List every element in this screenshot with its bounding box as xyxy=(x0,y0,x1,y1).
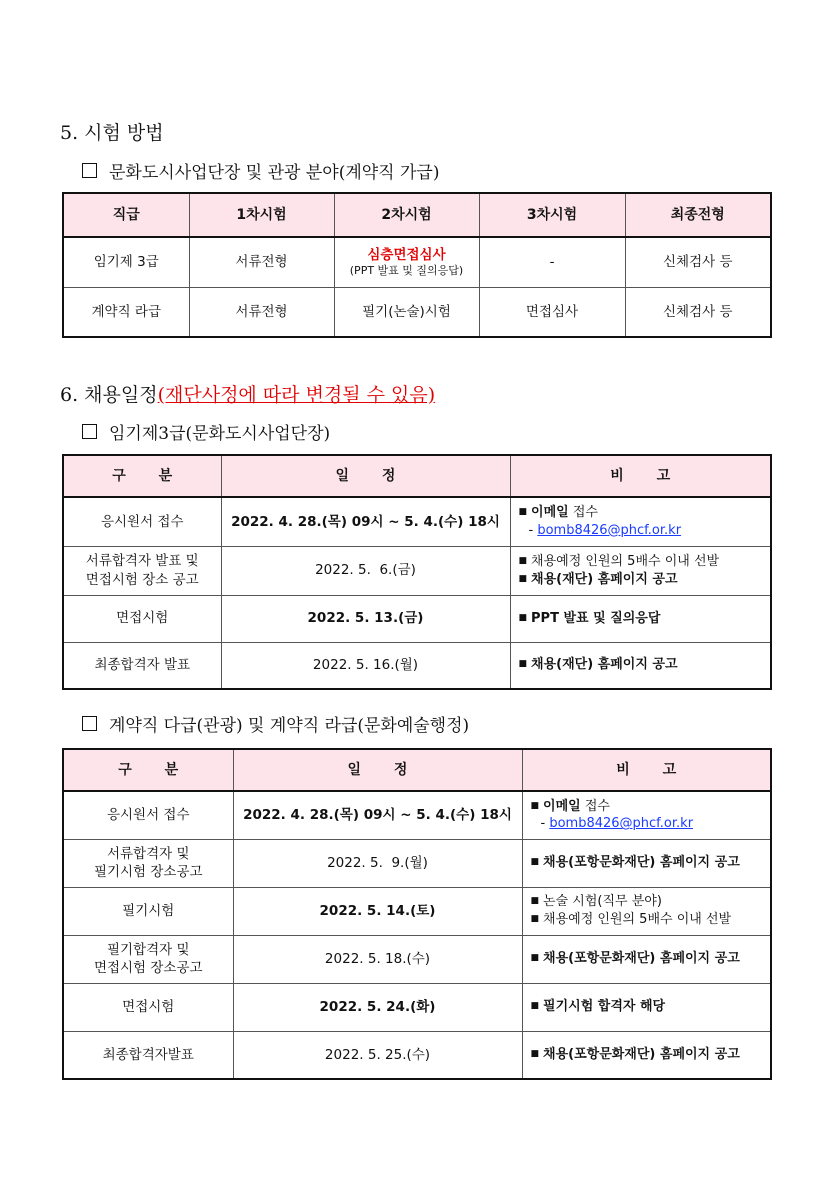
cell-date: 2022. 4. 28.(목) 09시 ~ 5. 4.(수) 18시 xyxy=(221,497,510,546)
table1-subtitle-text: 임기제3급(문화도시사업단장) xyxy=(109,424,331,444)
table-header-row xyxy=(63,455,771,497)
note-email-rest: 접수 xyxy=(580,798,610,814)
note-line: 채용(포항문화재단) 홈페이지 공고 xyxy=(543,951,740,967)
table-row xyxy=(63,839,771,887)
table-row xyxy=(63,935,771,983)
header-cell: 일 정 xyxy=(233,749,522,791)
email-link[interactable]: bomb8426@phcf.or.kr xyxy=(549,816,694,832)
cell-date: 2022. 5. 13.(금) xyxy=(221,595,510,642)
header-cell: 구 분 xyxy=(63,455,221,497)
cell-date: 2022. 5. 24.(화) xyxy=(233,983,522,1031)
cell-note: ■ 채용(포항문화재단) 홈페이지 공고 xyxy=(522,935,771,983)
section-5-title: 5. 시험 방법 xyxy=(60,122,164,144)
table-row xyxy=(63,983,771,1031)
schedule-table-2 xyxy=(62,748,772,1080)
item-line: 서류합격자 발표 및 xyxy=(85,553,199,570)
cell-date: 2022. 5. 16.(월) xyxy=(221,642,510,689)
cell-item: 응시원서 접수 xyxy=(63,791,233,839)
cell-third: - xyxy=(479,237,625,287)
cell-third: 면접심사 xyxy=(479,287,625,337)
note-line: 논술 시험(직무 분야) xyxy=(543,894,662,910)
checkbox-square-icon xyxy=(82,163,97,178)
note-dash: - xyxy=(528,522,538,538)
table2-subtitle xyxy=(82,711,469,736)
cell-note: ■ 이메일 접수 - bomb8426@phcf.or.kr xyxy=(522,791,771,839)
cell-item: 필기시험 xyxy=(63,887,233,935)
header-cell: 비 고 xyxy=(510,455,771,497)
note-email-rest: 접수 xyxy=(568,505,598,521)
checkbox-square-icon xyxy=(82,424,97,439)
table-row xyxy=(63,887,771,935)
header-cell: 1차시험 xyxy=(189,193,334,237)
table-row xyxy=(63,642,771,689)
cell-item: 응시원서 접수 xyxy=(63,497,221,546)
item-line: 필기시험 장소공고 xyxy=(93,864,203,880)
section-6-title-note: (재단사정에 따라 변경될 수 있음) xyxy=(157,384,436,406)
note-email-label: 이메일 xyxy=(531,505,569,521)
checkbox-square-icon xyxy=(82,716,97,731)
header-cell: 2차시험 xyxy=(334,193,479,237)
cell-note: ■ 채용(재단) 홈페이지 공고 xyxy=(510,642,771,689)
second-main: 심층면접심사 xyxy=(367,246,446,263)
cell-note: ■ 채용예정 인원의 5배수 이내 선발 ■ 채용(재단) 홈페이지 공고 xyxy=(510,546,771,595)
cell-grade: 계약직 라급 xyxy=(63,287,189,337)
cell-item xyxy=(63,935,233,983)
note-line: 채용(포항문화재단) 홈페이지 공고 xyxy=(543,1046,740,1062)
section-5-subtitle-text: 문화도시사업단장 및 관광 분야(계약직 가급) xyxy=(109,163,440,183)
header-cell: 최종전형 xyxy=(625,193,771,237)
section-5-subtitle xyxy=(82,158,439,183)
cell-grade: 임기제 3급 xyxy=(63,237,189,287)
note-email-label: 이메일 xyxy=(543,798,581,814)
cell-date: 2022. 5. 6.(금) xyxy=(221,546,510,595)
table-row xyxy=(63,1031,771,1079)
table-header-row xyxy=(63,749,771,791)
cell-date: 2022. 4. 28.(목) 09시 ~ 5. 4.(수) 18시 xyxy=(233,791,522,839)
email-link[interactable]: bomb8426@phcf.or.kr xyxy=(537,522,682,538)
cell-item xyxy=(63,839,233,887)
cell-date: 2022. 5. 14.(토) xyxy=(233,887,522,935)
item-line: 면접시험 장소 공고 xyxy=(85,571,199,588)
cell-second: 필기(논술)시험 xyxy=(334,287,479,337)
table-row xyxy=(63,791,771,839)
item-line: 면접시험 장소공고 xyxy=(93,960,203,976)
cell-note: ■ 논술 시험(직무 분야) ■ 채용예정 인원의 5배수 이내 선발 xyxy=(522,887,771,935)
cell-date: 2022. 5. 9.(월) xyxy=(233,839,522,887)
cell-item: 면접시험 xyxy=(63,983,233,1031)
cell-final: 신체검사 등 xyxy=(625,237,771,287)
cell-item xyxy=(63,546,221,595)
cell-date: 2022. 5. 25.(수) xyxy=(233,1031,522,1079)
header-cell: 직급 xyxy=(63,193,189,237)
cell-item: 면접시험 xyxy=(63,595,221,642)
second-sub: (PPT 발표 및 질의응답) xyxy=(349,263,464,277)
cell-item: 최종합격자발표 xyxy=(63,1031,233,1079)
note-line: PPT 발표 및 질의응답 xyxy=(531,610,661,626)
note-line: 채용(재단) 홈페이지 공고 xyxy=(531,657,678,673)
cell-note: ■ 필기시험 합격자 해당 xyxy=(522,983,771,1031)
table-row xyxy=(63,287,771,337)
table-row xyxy=(63,546,771,595)
cell-note: ■ PPT 발표 및 질의응답 xyxy=(510,595,771,642)
item-line: 필기합격자 및 xyxy=(106,941,190,958)
note-line: 채용예정 인원의 5배수 이내 선발 xyxy=(543,912,732,927)
cell-second xyxy=(334,237,479,287)
cell-date: 2022. 5. 18.(수) xyxy=(233,935,522,983)
cell-final: 신체검사 등 xyxy=(625,287,771,337)
header-cell: 구 분 xyxy=(63,749,233,791)
header-cell: 3차시험 xyxy=(479,193,625,237)
table-row xyxy=(63,595,771,642)
note-line: 채용(포항문화재단) 홈페이지 공고 xyxy=(543,855,740,871)
cell-item: 최종합격자 발표 xyxy=(63,642,221,689)
note-line: 채용예정 인원의 5배수 이내 선발 xyxy=(531,553,720,569)
table2-subtitle-text: 계약직 다급(관광) 및 계약직 라급(문화예술행정) xyxy=(109,716,470,736)
schedule-table-1 xyxy=(62,454,772,690)
cell-first: 서류전형 xyxy=(189,287,334,337)
section-6-title-main: 6. 채용일정 xyxy=(60,384,158,406)
cell-note: ■ 채용(포항문화재단) 홈페이지 공고 xyxy=(522,839,771,887)
exam-method-table xyxy=(62,192,772,338)
table1-subtitle xyxy=(82,419,330,444)
cell-note: ■ 이메일 접수 - bomb8426@phcf.or.kr xyxy=(510,497,771,546)
table-header-row xyxy=(63,193,771,237)
table-row xyxy=(63,237,771,287)
table-row xyxy=(63,497,771,546)
header-cell: 일 정 xyxy=(221,455,510,497)
note-line: 채용(재단) 홈페이지 공고 xyxy=(531,571,678,587)
section-6-title xyxy=(60,380,435,407)
cell-first: 서류전형 xyxy=(189,237,334,287)
note-line: 필기시험 합격자 해당 xyxy=(543,999,666,1015)
header-cell: 비 고 xyxy=(522,749,771,791)
item-line: 서류합격자 및 xyxy=(106,845,190,862)
note-dash: - xyxy=(540,816,550,832)
cell-note: ■ 채용(포항문화재단) 홈페이지 공고 xyxy=(522,1031,771,1079)
